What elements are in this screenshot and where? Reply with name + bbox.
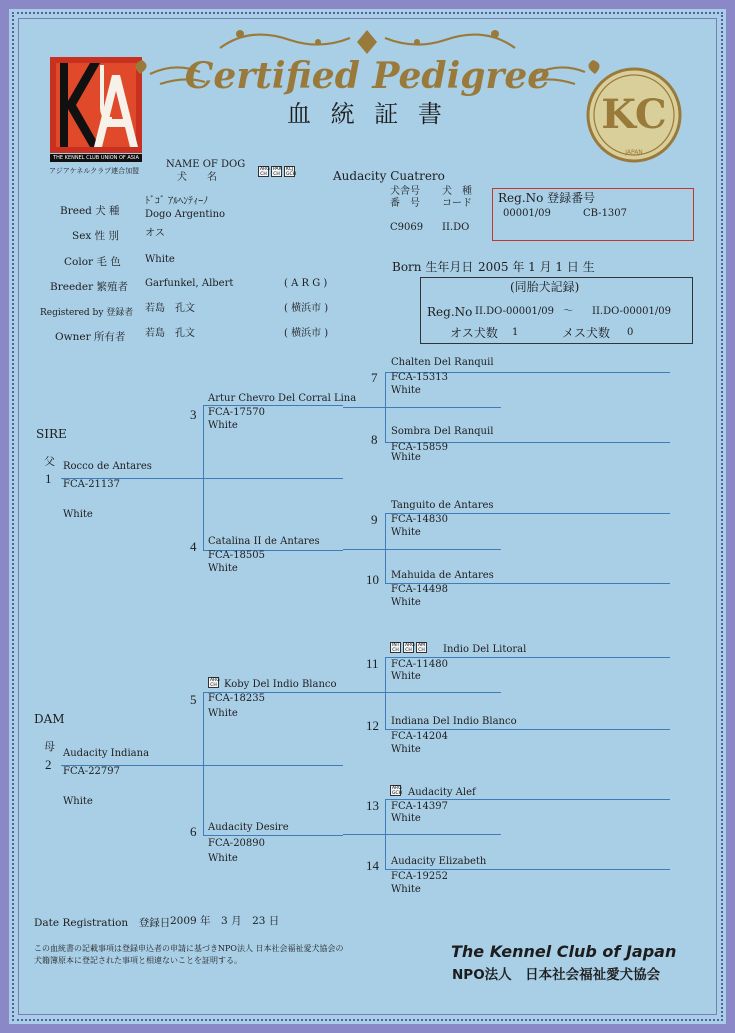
- dog-name: Koby Del Indio Blanco: [224, 679, 337, 690]
- litter-reg-label: Reg.No: [427, 305, 473, 319]
- breeder-location: ( A R G ): [284, 278, 328, 289]
- dog-reg: FCA-22797: [63, 766, 121, 777]
- litter-female-label: メス犬数: [562, 326, 611, 340]
- dog-number: 9: [371, 512, 378, 527]
- dog-reg: FCA-14830: [391, 514, 449, 525]
- breed: Dogo Argentino: [145, 209, 226, 220]
- dog-reg: FCA-21137: [63, 479, 121, 490]
- dog-reg: FCA-18235: [208, 693, 266, 704]
- litter-male-label: オス犬数: [450, 326, 498, 340]
- dog-number: 12: [366, 718, 379, 733]
- litter-reg-from: II.DO-00001/09: [475, 306, 554, 317]
- registered-location: ( 横浜市 ): [284, 303, 329, 314]
- born-date: 2005 年 1 月 1 日 生: [478, 260, 595, 274]
- name-title-badges: [258, 166, 295, 177]
- dog-color: White: [391, 813, 421, 824]
- title-badge: PAR CH: [273, 167, 282, 177]
- kennel-no: C9069: [390, 222, 424, 233]
- dog-name: Sombra Del Ranquil: [391, 426, 494, 437]
- dog-reg: FCA-15859: [391, 442, 449, 453]
- dog-reg: FCA-17570: [208, 407, 266, 418]
- dog-color: White: [208, 853, 238, 864]
- title-badge: ARG CH: [405, 643, 415, 653]
- dog-color: White: [63, 509, 93, 520]
- dog-color: White: [391, 671, 421, 682]
- title-badges: [208, 677, 219, 688]
- breed-label: Breed 犬 種: [60, 205, 120, 217]
- date-registration: 2009 年 3 月 23 日: [170, 915, 280, 927]
- dog-number: 2: [45, 757, 52, 772]
- dog-color: White: [391, 744, 421, 755]
- dog-name: Audacity Indiana: [63, 748, 150, 759]
- dog-reg: FCA-14204: [391, 731, 449, 742]
- dam-label: DAM: [34, 712, 65, 726]
- dog-reg: FCA-15313: [391, 372, 449, 383]
- owner: 若島 孔文: [145, 328, 195, 339]
- color: White: [145, 254, 175, 265]
- reg-label: Reg.No 登録番号: [498, 191, 596, 205]
- dam-label-jp: 母: [44, 740, 55, 753]
- dog-reg: FCA-14498: [391, 584, 449, 595]
- kc-logo: [585, 66, 683, 164]
- kennel-no-label-2: 番 号: [390, 198, 420, 209]
- reg-number: 00001/09: [503, 208, 551, 219]
- title-badge: ARG CH: [260, 167, 270, 177]
- name-label-jp: 犬 名: [177, 172, 217, 183]
- dog-color: White: [208, 708, 238, 719]
- dog-number: 14: [366, 858, 379, 873]
- kua-logo-caption: THE KENNEL CLUB UNION OF ASIA: [50, 154, 142, 162]
- dog-name: Artur Chevro Del Corral Lina: [208, 393, 357, 404]
- organization-name-en: The Kennel Club of Japan: [451, 942, 677, 961]
- dog-name: Rocco de Antares: [63, 461, 152, 472]
- registered-label: Registered by 登録者: [40, 308, 134, 318]
- kc-logo-caption: JAPAN: [625, 149, 643, 156]
- reg-cb: CB-1307: [583, 208, 628, 219]
- registered-by: 若島 孔文: [145, 303, 195, 314]
- dog-number: 10: [366, 572, 379, 587]
- organization-name-jp: NPO法人 日本社会福祉愛犬協会: [452, 967, 661, 983]
- dog-number: 5: [190, 692, 197, 707]
- dog-number: 13: [366, 798, 379, 813]
- litter-tilde: ～: [563, 306, 573, 317]
- dog-color: White: [391, 884, 421, 895]
- dog-reg: FCA-18505: [208, 550, 266, 561]
- litter-female-count: 0: [627, 327, 634, 338]
- dog-number: 7: [371, 370, 378, 385]
- sex-label: Sex 性 別: [72, 230, 120, 242]
- title-badge: AM CH: [416, 642, 427, 653]
- color-label: Color 毛 色: [64, 256, 121, 268]
- title-badge: INT CH: [392, 643, 400, 653]
- dog-reg: FCA-11480: [391, 659, 449, 670]
- dog-reg: FCA-20890: [208, 838, 266, 849]
- certification-text-2: 犬籍簿原本に登記された事項と相違ないことを証明する。: [34, 956, 242, 965]
- dog-reg: FCA-14397: [391, 801, 449, 812]
- dog-color: White: [391, 452, 421, 463]
- dog-name: Indio Del Litoral: [443, 644, 527, 655]
- title-english: Certified Pedigree: [184, 55, 551, 97]
- sex: オス: [145, 228, 165, 239]
- breeder: Garfunkel, Albert: [145, 278, 234, 289]
- kennel-no-label-1: 犬舎号: [390, 186, 420, 197]
- sire-label-jp: 父: [44, 455, 55, 468]
- title-badge: ARG GCH: [392, 786, 403, 796]
- breed-code: II.DO: [442, 222, 470, 233]
- dog-name: Mahuida de Antares: [391, 570, 494, 581]
- dog-color: White: [391, 597, 421, 608]
- dog-name: Catalina II de Antares: [208, 536, 320, 547]
- dog-number: 11: [366, 656, 379, 671]
- certification-text-1: この血統書の記載事項は登録申込者の申請に基づきNPO法人 日本社会福祉愛犬協会の: [34, 944, 344, 953]
- breed-code-label-2: コード: [442, 198, 472, 209]
- dog-number: 4: [190, 539, 197, 554]
- litter-reg-to: II.DO-00001/09: [592, 306, 671, 317]
- dog-number: 8: [371, 432, 378, 447]
- sire-label: SIRE: [36, 427, 67, 441]
- dog-number: 6: [190, 824, 197, 839]
- litter-male-count: 1: [512, 327, 519, 338]
- litter-title: (同胎犬記録): [510, 280, 580, 294]
- dog-number: 3: [190, 407, 197, 422]
- breed-jp: ﾄﾞｺﾞ ｱﾙﾍﾝﾃｨｰﾉ: [145, 196, 209, 207]
- title-badge: ARG CH: [210, 678, 220, 688]
- title-japanese: 血 統 証 書: [287, 100, 448, 128]
- title-badges: [390, 642, 427, 653]
- name-label-en: NAME OF DOG: [166, 159, 246, 170]
- dog-name: Audacity Cuatrero: [333, 169, 445, 183]
- dog-color: White: [208, 563, 238, 574]
- breed-code-label-1: 犬 種: [442, 186, 472, 197]
- born-label: Born 生年月日: [392, 260, 474, 274]
- dog-name: Audacity Desire: [208, 822, 289, 833]
- title-badge: KCJ GCH: [286, 167, 297, 177]
- dog-number: 1: [45, 471, 52, 486]
- dog-reg: FCA-19252: [391, 871, 449, 882]
- kua-logo-caption-jp: アジアケネルクラブ連合加盟: [49, 167, 140, 175]
- owner-location: ( 横浜市 ): [284, 328, 329, 339]
- dog-name: Indiana Del Indio Blanco: [391, 716, 517, 727]
- owner-label: Owner 所有者: [55, 331, 126, 343]
- dog-color: White: [391, 385, 421, 396]
- dog-name: Audacity Elizabeth: [391, 856, 487, 867]
- title-badges: [390, 785, 401, 796]
- dog-color: White: [391, 527, 421, 538]
- dog-name: Chalten Del Ranquil: [391, 357, 494, 368]
- dog-color: White: [208, 420, 238, 431]
- dog-name: Tanguito de Antares: [391, 500, 494, 511]
- breeder-label: Breeder 繁殖者: [50, 281, 128, 293]
- dog-name: Audacity Alef: [408, 787, 476, 798]
- date-registration-label: Date Registration 登録日: [34, 917, 171, 929]
- svg-text:KC: KC: [601, 91, 667, 138]
- dog-color: White: [63, 796, 93, 807]
